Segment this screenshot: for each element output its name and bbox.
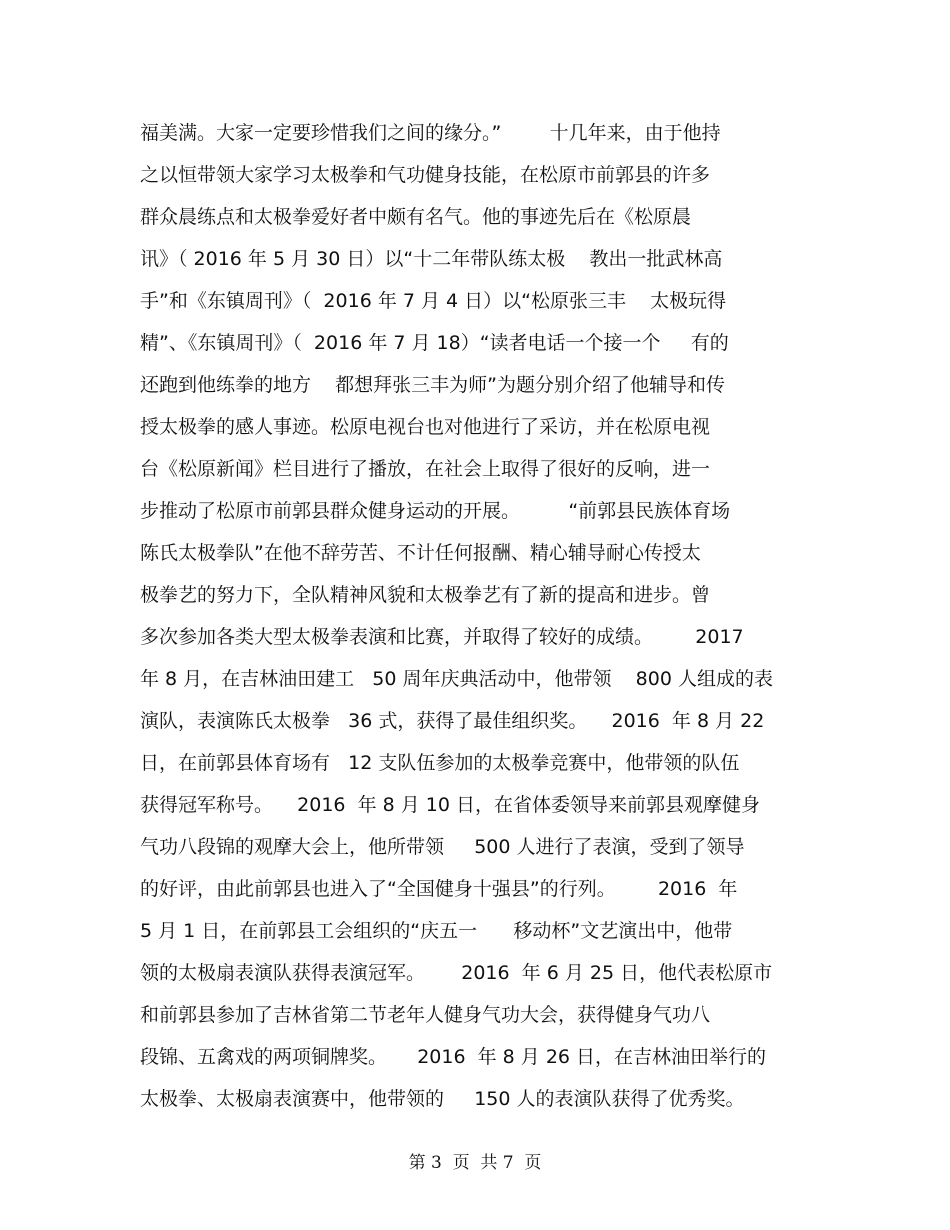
text-line-1: 福美满。大家一定要珍惜我们之间的缘分。” 十几年来，由于他持 (140, 122, 721, 144)
text-line-9: 台《松原新闻》栏目进行了播放，在社会上取得了很好的反响，进一 (140, 458, 711, 480)
text-line-23: 段锦、五禽戏的两项铜牌奖。 2016 年 8 月 26 日，在吉林油田举行的 (140, 1046, 767, 1068)
text-line-20: 5 月 1 日，在前郭县工会组织的“庆五一 移动杯”文艺演出中，他带 (140, 920, 733, 942)
text-line-21: 领的太极扇表演队获得表演冠军。 2016 年 6 月 25 日，他代表松原市 (140, 962, 773, 984)
text-line-11: 陈氏太极拳队”在他不辞劳苦、不计任何报酬、精心辅导耐心传授太 (140, 542, 701, 564)
text-line-18: 气功八段锦的观摩大会上，他所带领 500 人进行了表演，受到了领导 (140, 836, 745, 858)
text-line-24: 太极拳、太极扇表演赛中，他带领的 150 人的表演队获得了优秀奖。 (140, 1088, 745, 1110)
text-line-4: 讯》（ 2016 年 5 月 30 日）以“十二年带队练太极 教出一批武林高 (140, 248, 723, 270)
text-line-12: 极拳艺的努力下，全队精神风貌和太极拳艺有了新的提高和进步。曾 (140, 584, 711, 606)
text-line-2: 之以恒带领大家学习太极拳和气功健身技能，在松原市前郭县的许多 (140, 164, 711, 186)
text-line-6: 精”、《东镇周刊》（ 2016 年 7 月 18）“读者电话一个接一个 有的 (140, 332, 729, 354)
text-line-10: 步推动了松原市前郭县群众健身运动的开展。 “前郭县民族体育场 (140, 500, 731, 522)
text-line-13: 多次参加各类大型太极拳表演和比赛，并取得了较好的成绩。 2017 (140, 626, 744, 648)
text-line-14: 年 8 月，在吉林油田建工 50 周年庆典活动中，他带领 800 人组成的表 (140, 668, 773, 690)
text-line-15: 演队，表演陈氏太极拳 36 式，获得了最佳组织奖。 2016 年 8 月 22 (140, 710, 765, 732)
page-number-footer: 第 3 页 共 7 页 (408, 1153, 542, 1173)
text-line-19: 的好评，由此前郭县也进入了“全国健身十强县”的行列。 2016 年 (140, 878, 738, 900)
text-line-8: 授太极拳的感人事迹。松原电视台也对他进行了采访，并在松原电视 (140, 416, 711, 438)
text-line-22: 和前郭县参加了吉林省第二节老年人健身气功大会，获得健身气功八 (140, 1004, 711, 1026)
text-line-7: 还跑到他练拳的地方 都想拜张三丰为师”为题分别介绍了他辅导和传 (140, 374, 726, 396)
body-text (140, 112, 820, 1120)
text-line-17: 获得冠军称号。 2016 年 8 月 10 日，在省体委领导来前郭县观摩健身 (140, 794, 761, 816)
text-line-5: 手”和《东镇周刊》（ 2016 年 7 月 4 日）以“松原张三丰 太极玩得 (140, 290, 727, 312)
text-line-3: 群众晨练点和太极拳爱好者中颇有名气。他的事迹先后在《松原晨 (140, 206, 692, 228)
text-line-16: 日，在前郭县体育场有 12 支队伍参加的太极拳竞赛中，他带领的队伍 (140, 752, 740, 774)
